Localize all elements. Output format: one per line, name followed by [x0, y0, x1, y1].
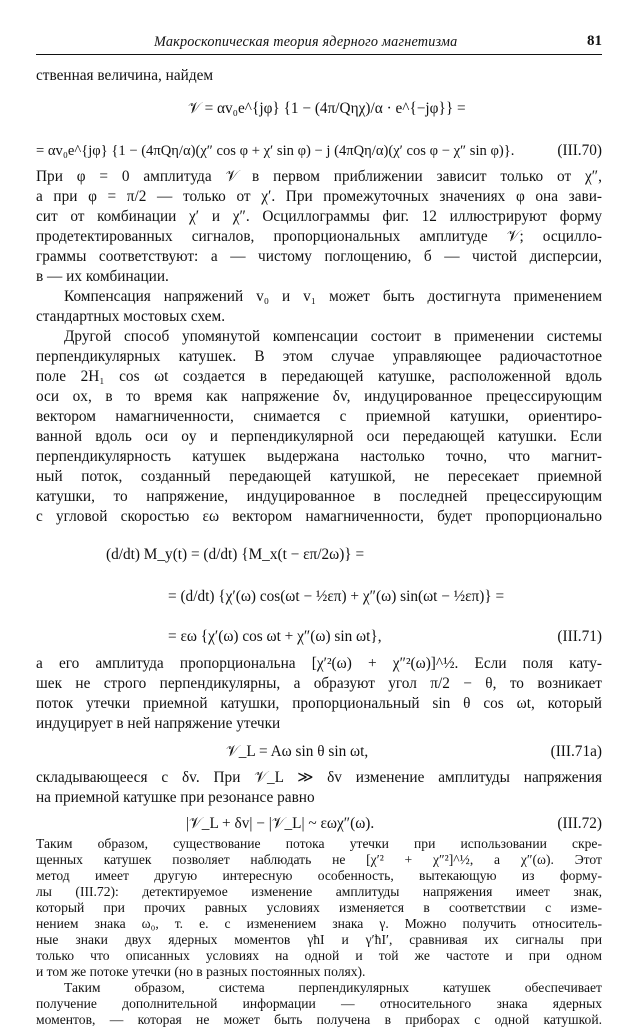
text-line: поле 2H₁ cos ωt создается в передающей катушке, расположенной вдоль — [36, 368, 602, 385]
equation-line: = (d/dt) {χ′(ω) cos(ωt − ½επ) + χ″(ω) sin(ωt − ½επ)} = — [168, 588, 505, 605]
text-line: ванной вдоль оси oy и перпендикулярной оси передающей катушки. Если — [36, 428, 602, 445]
text-line: индуцирует в ней напряжение утечки — [36, 715, 281, 732]
text-line: который при прочих равных условиях изменяется в соответствии с изме- — [36, 900, 602, 915]
equation-line: = αv₀e^{jφ} {1 − (4πQη/α)(χ″ cos φ + χ′ sin φ) − j (4πQη/α)(χ′ cos φ − χ″ sin φ)}. — [36, 143, 515, 159]
text-line: сит от комбинации χ′ и χ″. Осциллограммы фиг. 12 иллюстрируют форму — [36, 208, 602, 225]
text-line: перпендикулярность катушек выдержана настолько точно, что магнит- — [36, 448, 602, 465]
page-number: 81 — [587, 33, 602, 49]
text-line: в — их комбинации. — [36, 268, 169, 285]
equation-line: (d/dt) M_y(t) = (d/dt) {M_x(t − επ/2ω)} = — [106, 546, 365, 563]
equation-line: |𝒱_L + δv| − |𝒱_L| ~ εωχ″(ω). — [186, 815, 375, 832]
equation-number: (III.72) — [557, 815, 602, 832]
text-line: шек не строго перпендикулярны, а образуют угол π/2 − θ, то возникает — [36, 675, 602, 692]
running-title: Макроскопическая теория ядерного магнетизма — [154, 34, 458, 50]
text-line: метод имеет другую интересную особенность, вытекающую из форму- — [36, 868, 602, 883]
equation-line: 𝒱 = αv₀e^{jφ} {1 − (4π/Qηχ)/α · e^{−jφ}} = — [188, 100, 466, 117]
text-line: оси ox, в то время как напряжение δv, индуцированное прецессирующим — [36, 388, 602, 405]
text-line: моментов, — которая не может быть получена в приборах с одной катушкой. — [36, 1012, 602, 1027]
text-line: граммы соответствуют: а — чистому поглощению, б — чистой дисперсии, — [36, 248, 602, 265]
text-line: ный поток, созданный передающей катушкой, не пересекает приемной — [36, 468, 602, 485]
text-line: ственная величина, найдем — [36, 67, 214, 84]
equation-number: (III.70) — [557, 142, 602, 159]
text-line: щенных катушек позволяет наблюдать не [χ′² + χ″²]^½, а χ″(ω). Этот — [36, 852, 602, 867]
equation-number: (III.71) — [557, 628, 602, 645]
equation-number: (III.71a) — [550, 743, 602, 760]
text-line: Другой способ упомянутой компенсации состоит в применении системы — [64, 328, 602, 345]
text-line: а при φ = π/2 — только от χ′. При промежуточных значениях φ она зави- — [36, 188, 602, 205]
text-line: а его амплитуда пропорциональна [χ′²(ω) + χ″²(ω)]^½. Если поля кату- — [36, 655, 602, 672]
text-line: лы (III.72): детектируемое изменение амплитуды напряжения имеет знак, — [36, 884, 602, 899]
text-line: поток утечки приемной катушки, пропорциональный sin θ cos ωt, который — [36, 695, 602, 712]
text-line: и том же потоке утечки (но в разных постоянных полях). — [36, 964, 366, 979]
text-line: При φ = 0 амплитуда 𝒱 в первом приближении зависит только от χ″, — [36, 168, 602, 185]
text-line: катушки, то напряжение, индуцированное в последней прецессирующим — [36, 488, 602, 505]
text-line: Компенсация напряжений v₀ и v₁ может быть достигнута применением — [64, 288, 602, 305]
text-line: нением знака ω₀, т. е. с изменением знака γ. Можно получить относитель- — [36, 916, 602, 931]
equation-line: 𝒱_L = Aω sin θ sin ωt, — [226, 743, 369, 760]
text-line: с угловой скоростью εω вектором намагниченности, будет пропорционально — [36, 508, 602, 525]
text-line: на приемной катушке при резонансе равно — [36, 789, 315, 806]
text-line: ные знаки двух ядерных моментов γħI и γ′ħI′, сравнивая их сигналы при — [36, 932, 602, 947]
text-line: Таким образом, система перпендикулярных катушек обеспечивает — [64, 980, 602, 995]
text-line: перпендикулярных катушек. В этом случае управляющее радиочастотное — [36, 348, 602, 365]
text-line: стандартных мостовых схем. — [36, 308, 226, 325]
text-line: получение дополнительной информации — относительного знака ядерных — [36, 996, 602, 1011]
text-line: только что описанных условиях на одной и той же частоте и при одном — [36, 948, 602, 963]
running-header — [36, 32, 602, 55]
text-line: вектором намагниченности, снимается с приемной катушки, ориентиро- — [36, 408, 602, 425]
equation-line: = εω {χ′(ω) cos ωt + χ″(ω) sin ωt}, — [168, 628, 382, 645]
text-line: Таким образом, существование потока утечки при использовании скре- — [36, 836, 602, 851]
text-line: продетектированных сигналов, пропорциональных амплитуде 𝒱; осцилло- — [36, 228, 602, 245]
text-line: складывающееся с δv. При 𝒱_L ≫ δv изменение амплитуды напряжения — [36, 769, 602, 786]
